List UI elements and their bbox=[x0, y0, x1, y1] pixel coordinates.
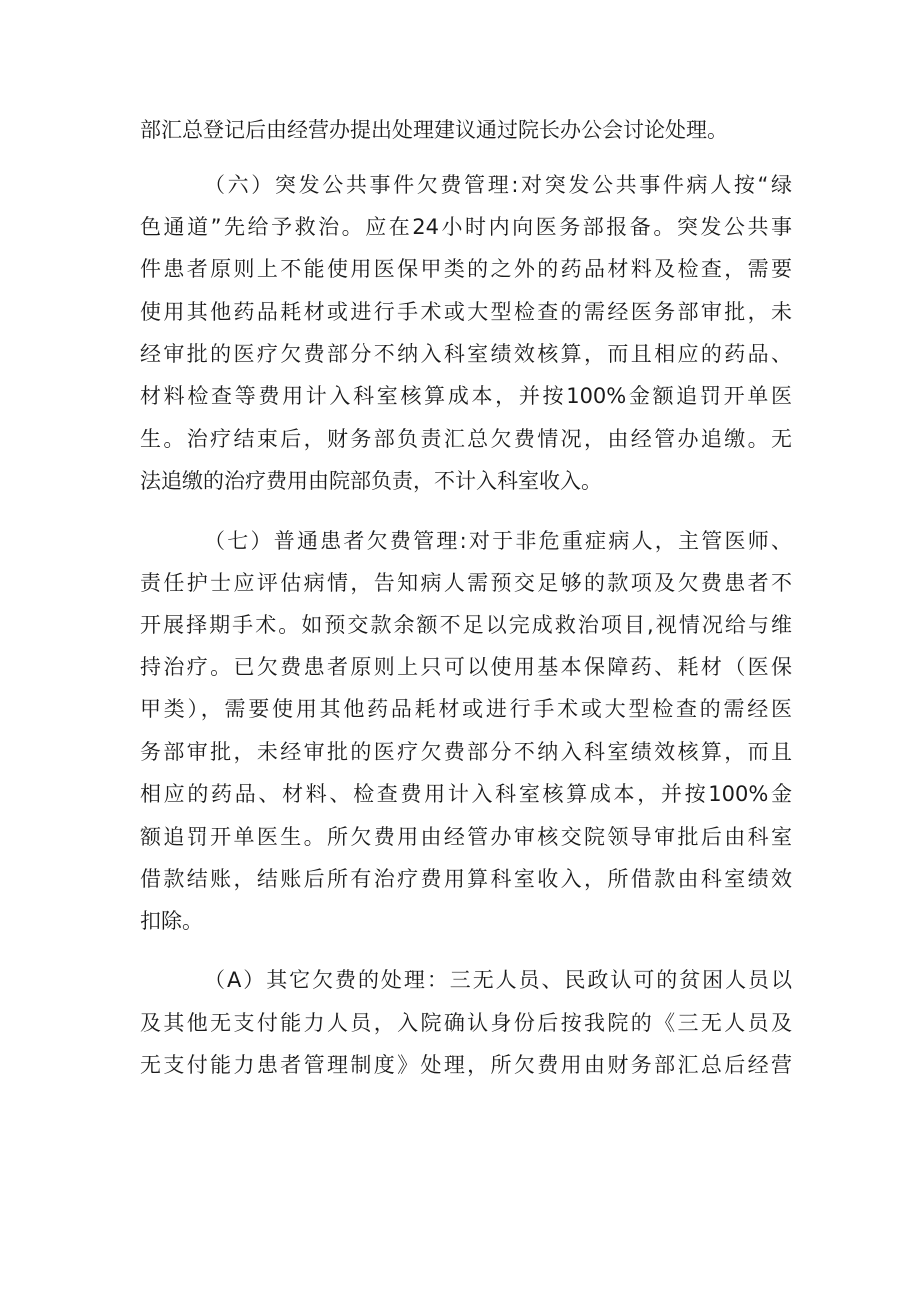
text-line: 色通道”先给予救治。应在24小时内向医务部报备。突发公共事 bbox=[140, 215, 792, 239]
text-line: 相应的药品、材料、检查费用计入科室核算成本，并按100%金 bbox=[140, 782, 792, 806]
text-line: 持治疗。已欠费患者原则上只可以使用基本保障药、耗材（医保 bbox=[140, 655, 792, 679]
text-line: 件患者原则上不能使用医保甲类的之外的药品材料及检查，需要 bbox=[140, 257, 792, 281]
text-line: 材料检查等费用计入科室核算成本，并按100%金额追罚开单医 bbox=[140, 384, 792, 408]
text-line: 开展择期手术。如预交款余额不足以完成救治项目,视情况给与维 bbox=[140, 613, 792, 637]
text-line: 务部审批，未经审批的医疗欠费部分不纳入科室绩效核算，而且 bbox=[140, 740, 792, 764]
text-line: 及其他无支付能力人员，入院确认身份后按我院的《三无人员及 bbox=[140, 1011, 792, 1035]
text-line: 生。治疗结束后，财务部负责汇总欠费情况，由经管办追缴。无 bbox=[140, 427, 792, 451]
text-line: 部汇总登记后由经营办提出处理建议通过院长办公会讨论处理。 bbox=[140, 118, 728, 142]
paragraph-heading-a: （A）其它欠费的处理：三无人员、民政认可的贫困人员以 bbox=[204, 968, 792, 992]
text-line: 甲类），需要使用其他药品耗材或进行手术或大型检查的需经医 bbox=[140, 697, 792, 721]
paragraph-heading-six: （六）突发公共事件欠费管理:对突发公共事件病人按“绿 bbox=[204, 173, 792, 197]
text-line: 扣除。 bbox=[140, 909, 203, 933]
text-line: 经审批的医疗欠费部分不纳入科室绩效核算，而且相应的药品、 bbox=[140, 342, 792, 366]
text-line: 使用其他药品耗材或进行手术或大型检查的需经医务部审批，未 bbox=[140, 300, 792, 324]
text-line: 法追缴的治疗费用由院部负责，不计入科室收入。 bbox=[140, 469, 602, 493]
paragraph-heading-seven: （七）普通患者欠费管理:对于非危重症病人，主管医师、 bbox=[204, 529, 792, 553]
text-line: 借款结账，结账后所有治疗费用算科室收入，所借款由科室绩效 bbox=[140, 867, 792, 891]
text-line: 责任护士应评估病情，告知病人需预交足够的款项及欠费患者不 bbox=[140, 571, 792, 595]
text-line: 无支付能力患者管理制度》处理，所欠费用由财务部汇总后经营 bbox=[140, 1053, 792, 1077]
text-line: 额追罚开单医生。所欠费用由经管办审核交院领导审批后由科室 bbox=[140, 825, 792, 849]
